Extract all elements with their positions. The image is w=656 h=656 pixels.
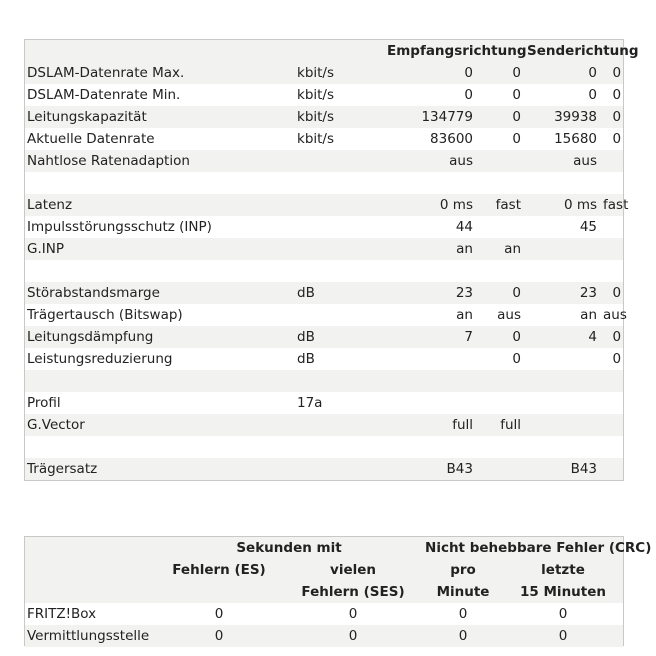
receive-value: [385, 172, 477, 194]
send-value: [525, 392, 601, 414]
receive-value: 23: [385, 282, 477, 304]
row-label: Störabstandsmarge: [25, 282, 291, 304]
table-row: [25, 282, 623, 304]
row-label: G.Vector: [25, 414, 291, 436]
receive-value-2: fast: [477, 194, 525, 216]
header-empty: [25, 40, 291, 62]
send-value: [525, 238, 601, 260]
receive-value: [385, 348, 477, 370]
send-value: [525, 370, 601, 392]
table-row: [25, 392, 623, 414]
table-row: [25, 414, 623, 436]
receive-value: B43: [385, 458, 477, 480]
unit-value: [291, 370, 385, 392]
last-15-min-value: 0: [503, 603, 623, 625]
unit-value: dB: [291, 326, 385, 348]
header-last-line2: 15 Minuten: [503, 581, 623, 603]
table-row: [25, 216, 623, 238]
per-minute-value: 0: [423, 603, 503, 625]
receive-value-2: [477, 458, 525, 480]
send-value: 0: [525, 84, 601, 106]
receive-value-2: 0: [477, 348, 525, 370]
unit-value: [291, 436, 385, 458]
send-value-2: [601, 458, 623, 480]
ses-value: 0: [283, 625, 423, 647]
table-row: [25, 304, 623, 326]
table-row: [25, 84, 623, 106]
receive-value: 7: [385, 326, 477, 348]
table-row: [25, 128, 623, 150]
table-row: [25, 172, 623, 194]
header-es: Fehlern (ES): [155, 559, 283, 581]
send-value: 0: [525, 62, 601, 84]
send-value: aus: [525, 150, 601, 172]
send-value-2: [601, 414, 623, 436]
send-value: [525, 436, 601, 458]
header-ses-line1: vielen: [283, 559, 423, 581]
receive-value: [385, 370, 477, 392]
send-value-2: [601, 370, 623, 392]
receive-value: full: [385, 414, 477, 436]
header-empty: [25, 537, 155, 559]
header-seconds-with: Sekunden mit: [155, 537, 423, 559]
header-empty: [291, 40, 385, 62]
header-uncorrectable-errors: Nicht behebbare Fehler (CRC): [423, 537, 623, 559]
table-row: [25, 436, 623, 458]
send-value: B43: [525, 458, 601, 480]
table-row: [25, 238, 623, 260]
receive-value: 0: [385, 84, 477, 106]
send-value-2: 0: [601, 348, 623, 370]
row-label: DSLAM-Datenrate Max.: [25, 62, 291, 84]
table-row: [25, 150, 623, 172]
row-label: Leistungsreduzierung: [25, 348, 291, 370]
line-data-table: [25, 40, 639, 480]
receive-value-2: 0: [477, 326, 525, 348]
unit-value: [291, 216, 385, 238]
unit-value: [291, 150, 385, 172]
row-label: [25, 172, 291, 194]
table-row: [25, 62, 623, 84]
receive-value-2: [477, 260, 525, 282]
unit-value: 17a: [291, 392, 385, 414]
send-value: [525, 172, 601, 194]
send-value-2: 0: [601, 326, 623, 348]
header-empty: [25, 581, 155, 603]
receive-value-2: 0: [477, 106, 525, 128]
row-label: Latenz: [25, 194, 291, 216]
es-value: 0: [155, 603, 283, 625]
unit-value: [291, 172, 385, 194]
line-data-panel: [24, 39, 639, 481]
receive-value-2: aus: [477, 304, 525, 326]
send-value-2: 0: [601, 84, 623, 106]
header-empty: [25, 559, 155, 581]
send-value: 39938: [525, 106, 601, 128]
row-label: Profil: [25, 392, 291, 414]
receive-value-2: 0: [477, 62, 525, 84]
header-send-direction: Senderichtung: [525, 40, 623, 62]
row-label: Leitungskapazität: [25, 106, 291, 128]
send-value: [525, 348, 601, 370]
receive-value: [385, 392, 477, 414]
error-stats-table: [25, 537, 652, 647]
error-header-row-1: [25, 537, 623, 559]
receive-value-2: [477, 150, 525, 172]
unit-value: dB: [291, 348, 385, 370]
error-header-row-3: [25, 581, 623, 603]
table-row: [25, 603, 623, 625]
header-pro-line1: pro: [423, 559, 503, 581]
table-row: [25, 260, 623, 282]
row-label: Aktuelle Datenrate: [25, 128, 291, 150]
send-value: 0 ms: [525, 194, 601, 216]
ses-value: 0: [283, 603, 423, 625]
unit-value: [291, 414, 385, 436]
send-value-2: 0: [601, 62, 623, 84]
receive-value-2: an: [477, 238, 525, 260]
send-value-2: 0: [601, 106, 623, 128]
send-value-2: [601, 216, 623, 238]
table-row: [25, 194, 623, 216]
unit-value: [291, 304, 385, 326]
receive-value-2: [477, 392, 525, 414]
receive-value: aus: [385, 150, 477, 172]
table-row: [25, 458, 623, 480]
per-minute-value: 0: [423, 625, 503, 647]
header-receive-direction: Empfangsrichtung: [385, 40, 525, 62]
receive-value-2: full: [477, 414, 525, 436]
unit-value: [291, 194, 385, 216]
send-value-2: [601, 260, 623, 282]
send-value-2: 0: [601, 128, 623, 150]
send-value-2: [601, 436, 623, 458]
row-label: DSLAM-Datenrate Min.: [25, 84, 291, 106]
row-label: G.INP: [25, 238, 291, 260]
send-value: 15680: [525, 128, 601, 150]
row-label: FRITZ!Box: [25, 603, 155, 625]
send-value-2: [601, 238, 623, 260]
send-value-2: fast: [601, 194, 623, 216]
unit-value: [291, 260, 385, 282]
row-label: Vermittlungsstelle: [25, 625, 155, 647]
unit-value: [291, 238, 385, 260]
row-label: Trägertausch (Bitswap): [25, 304, 291, 326]
send-value: 45: [525, 216, 601, 238]
receive-value: 0 ms: [385, 194, 477, 216]
unit-value: kbit/s: [291, 62, 385, 84]
unit-value: kbit/s: [291, 128, 385, 150]
receive-value: an: [385, 304, 477, 326]
receive-value: an: [385, 238, 477, 260]
table-row: [25, 370, 623, 392]
unit-value: kbit/s: [291, 106, 385, 128]
send-value-2: aus: [601, 304, 623, 326]
send-value: 23: [525, 282, 601, 304]
error-stats-panel: [24, 536, 652, 646]
error-header-row-2: [25, 559, 623, 581]
receive-value-2: [477, 436, 525, 458]
receive-value: 134779: [385, 106, 477, 128]
send-value-2: [601, 392, 623, 414]
receive-value: 83600: [385, 128, 477, 150]
header-last-line1: letzte: [503, 559, 623, 581]
receive-value: 0: [385, 62, 477, 84]
table-row: [25, 106, 623, 128]
row-label: Trägersatz: [25, 458, 291, 480]
send-value: [525, 260, 601, 282]
header-empty: [155, 581, 283, 603]
line-table-header: [25, 40, 623, 62]
header-ses-line2: Fehlern (SES): [283, 581, 423, 603]
row-label: Impulsstörungsschutz (INP): [25, 216, 291, 238]
table-row: [25, 326, 623, 348]
row-label: Leitungsdämpfung: [25, 326, 291, 348]
receive-value-2: [477, 216, 525, 238]
send-value: an: [525, 304, 601, 326]
receive-value: [385, 436, 477, 458]
receive-value-2: 0: [477, 128, 525, 150]
unit-value: kbit/s: [291, 84, 385, 106]
receive-value: 44: [385, 216, 477, 238]
last-15-min-value: 0: [503, 625, 623, 647]
table-row: [25, 625, 623, 647]
row-label: [25, 370, 291, 392]
receive-value-2: 0: [477, 282, 525, 304]
send-value-2: [601, 150, 623, 172]
table-row: [25, 348, 623, 370]
send-value-2: [601, 172, 623, 194]
receive-value-2: [477, 172, 525, 194]
receive-value: [385, 260, 477, 282]
row-label: [25, 260, 291, 282]
row-label: [25, 436, 291, 458]
send-value-2: 0: [601, 282, 623, 304]
send-value: [525, 414, 601, 436]
receive-value-2: 0: [477, 84, 525, 106]
row-label: Nahtlose Ratenadaption: [25, 150, 291, 172]
unit-value: dB: [291, 282, 385, 304]
send-value: 4: [525, 326, 601, 348]
unit-value: [291, 458, 385, 480]
header-pro-line2: Minute: [423, 581, 503, 603]
receive-value-2: [477, 370, 525, 392]
es-value: 0: [155, 625, 283, 647]
